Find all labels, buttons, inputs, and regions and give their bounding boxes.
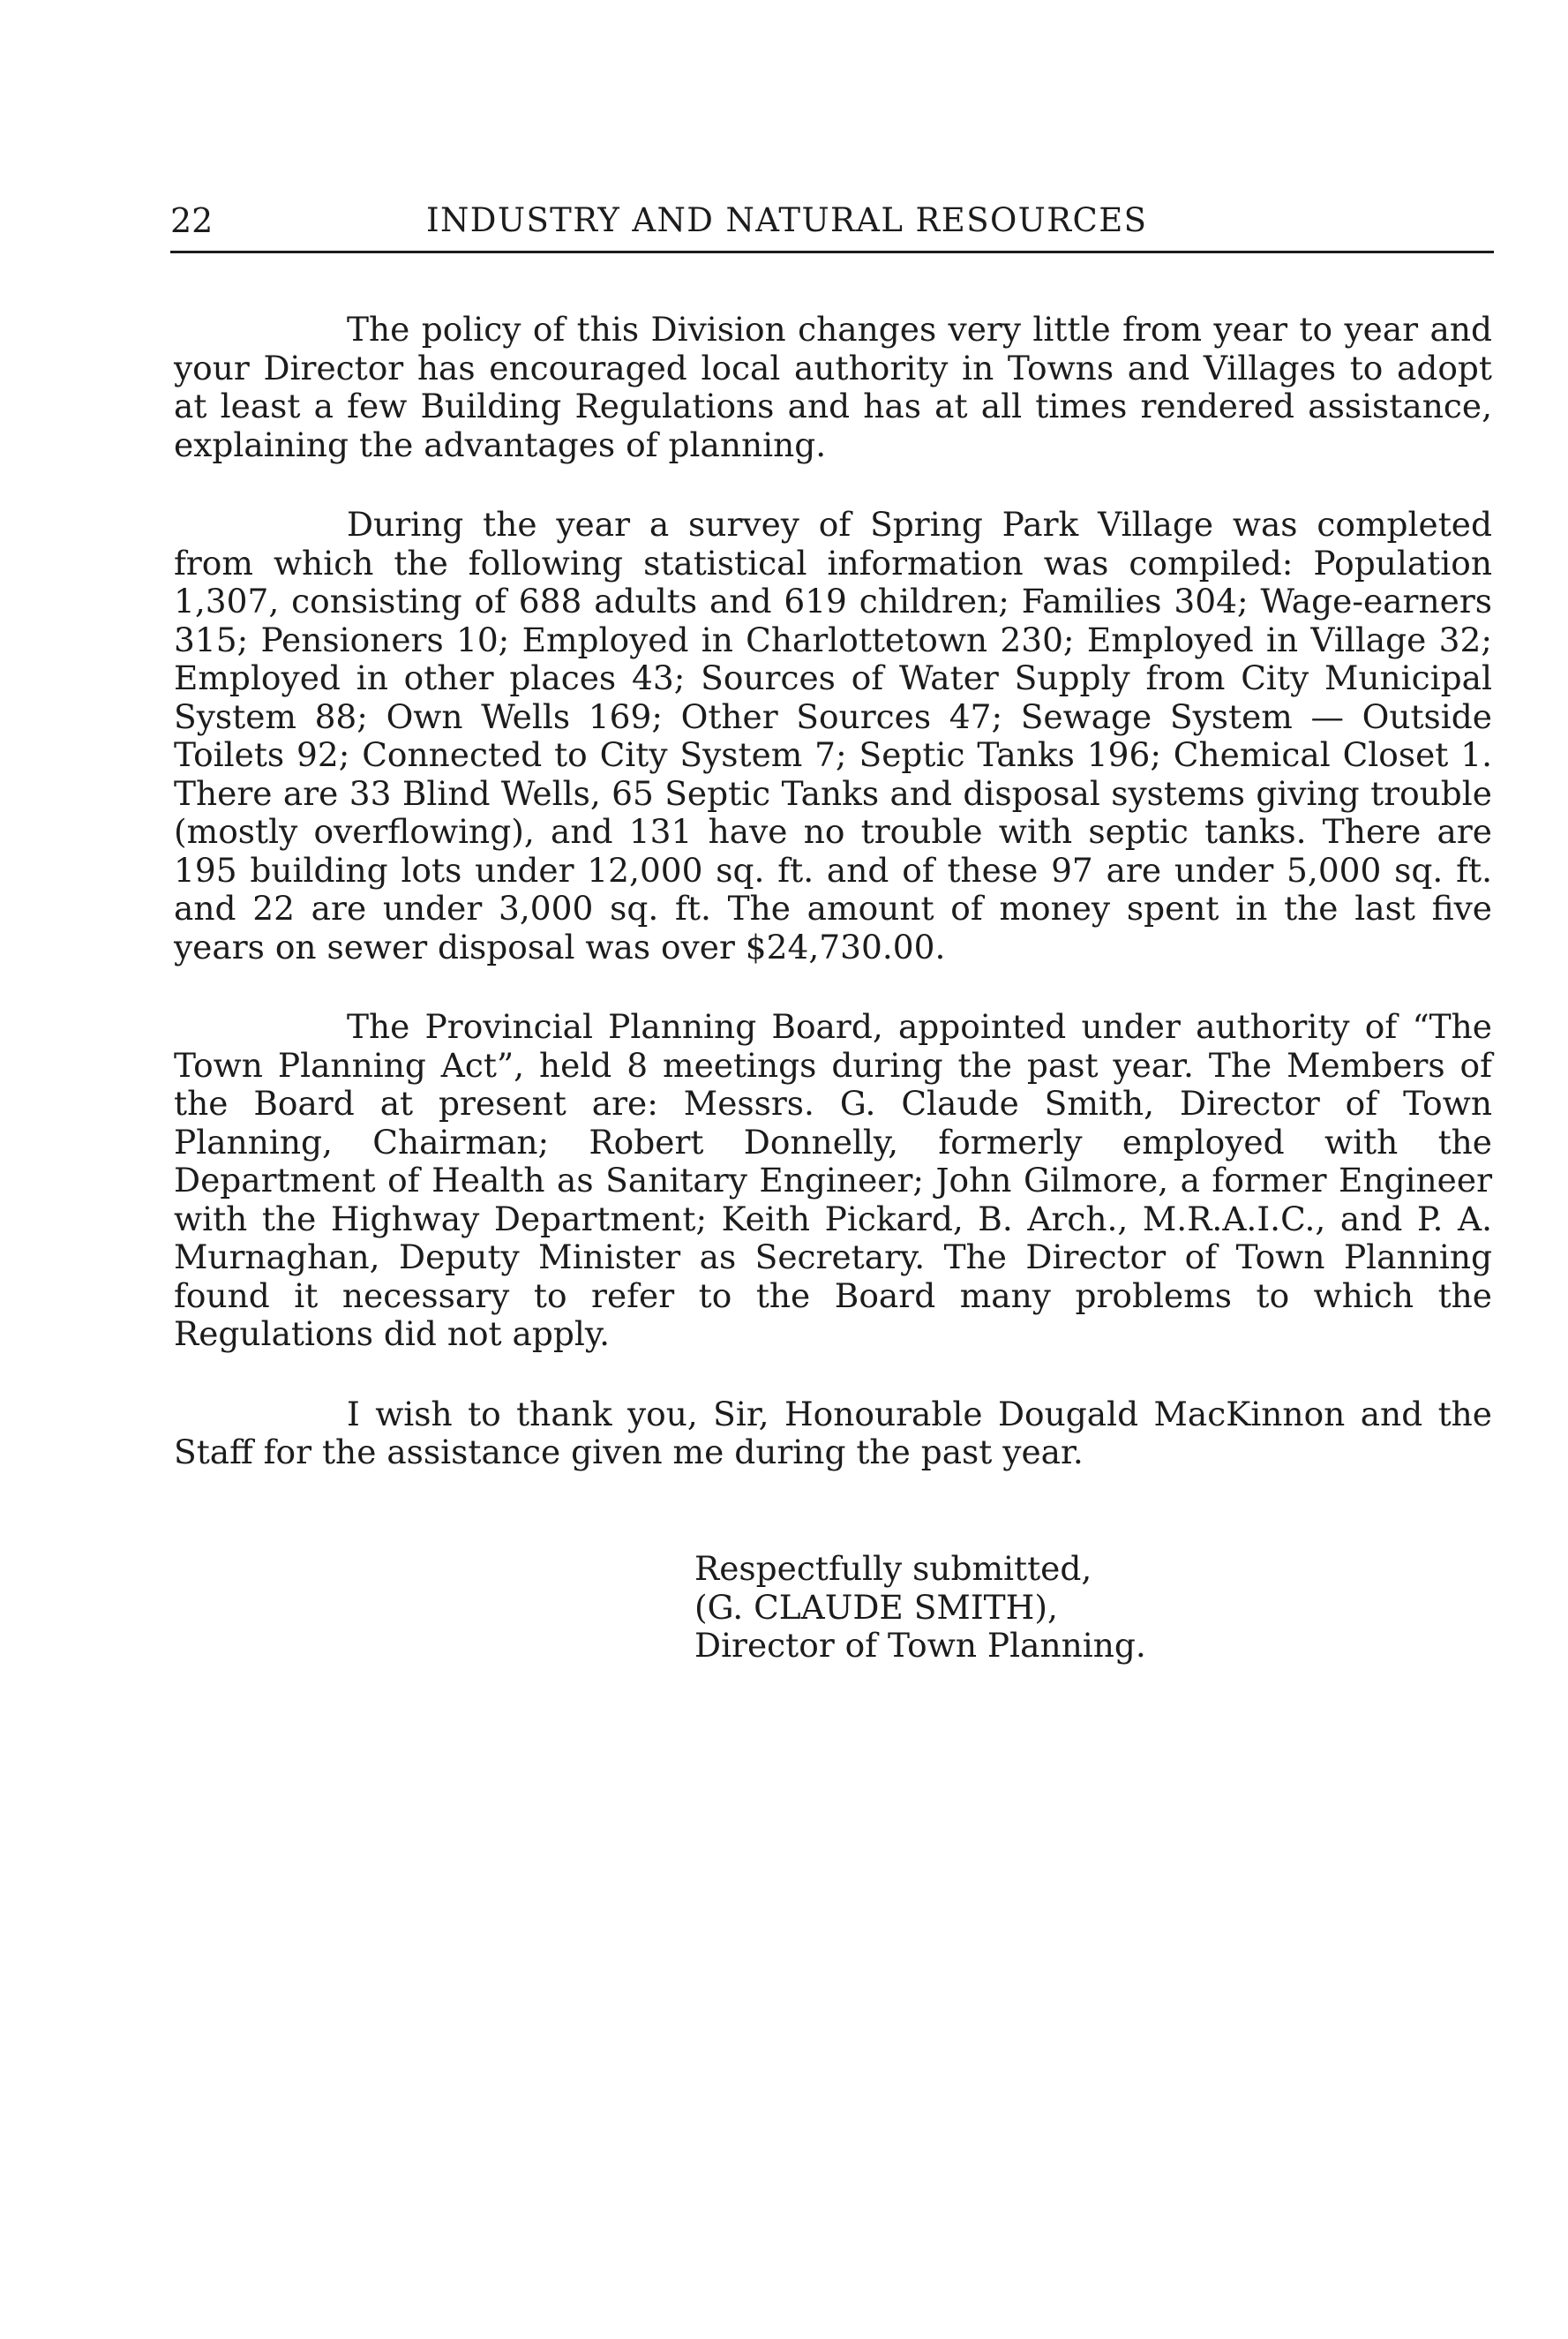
signature-block: [694, 1550, 1146, 1666]
page-header: [170, 196, 1494, 245]
header-rule: [170, 251, 1494, 253]
signature-name: (G. CLAUDE SMITH),: [694, 1587, 1058, 1627]
paragraph-planning-board: The Provincial Planning Board, appointed under authority of “The Town Planning Act”, held 8 meetings during the past year. The Members of the Board at present are: Messrs. G. Claude Smith, Director of Town Planning, Chairman; Robert Donnelly, formerly employed with the Department of Health as Sanitary Engineer; John Gilmore, a former Engineer with the Highway Department; Keith Pickard, B. Arch., M.R.A.I.C., and P. A. Murnaghan, Deputy Minister as Secretary. The Director of Town Planning found it necessary to refer to the Board many problems to which the Regulations did not apply.: [174, 1007, 1492, 1353]
paragraph-thanks: I wish to thank you, Sir, Honourable Dougald MacKinnon and the Staff for the assistance given me during the past year.: [174, 1394, 1492, 1471]
paragraph-division-policy: The policy of this Division changes very little from year to year and your Director has encouraged local authority in Towns and Villages to adopt at least a few Building Regulations and has at all times rendered assistance, explaining the advantages of planning.: [174, 310, 1492, 464]
paragraph-spring-park-survey: During the year a survey of Spring Park Village was completed from which the following statistical information was compiled: Population 1,307, consisting of 688 adults and 619 children; Families 304; Wage-earners 315; Pensioners 10; Employed in Charlottetown 230; Employed in Village 32; Employed in other places 43; Sources of Water Supply from City Municipal System 88; Own Wells 169; Other Sources 47; Sewage System — Outside Toilets 92; Connected to City System 7; Septic Tanks 196; Chemical Closet 1. There are 33 Blind Wells, 65 Septic Tanks and disposal systems giving trouble (mostly overflowing), and 131 have no trouble with septic tanks. There are 195 building lots under 12,000 sq. ft. and of these 97 are under 5,000 sq. ft. and 22 are under 3,000 sq. ft. The amount of money spent in the last five years on sewer disposal was over $24,730.00.: [174, 505, 1492, 966]
page-number: 22: [170, 201, 214, 240]
body-text: [174, 311, 1492, 1514]
signature-title: Director of Town Planning.: [694, 1626, 1146, 1665]
running-title: INDUSTRY AND NATURAL RESOURCES: [426, 201, 1148, 239]
signature-closing: Respectfully submitted,: [694, 1549, 1092, 1588]
